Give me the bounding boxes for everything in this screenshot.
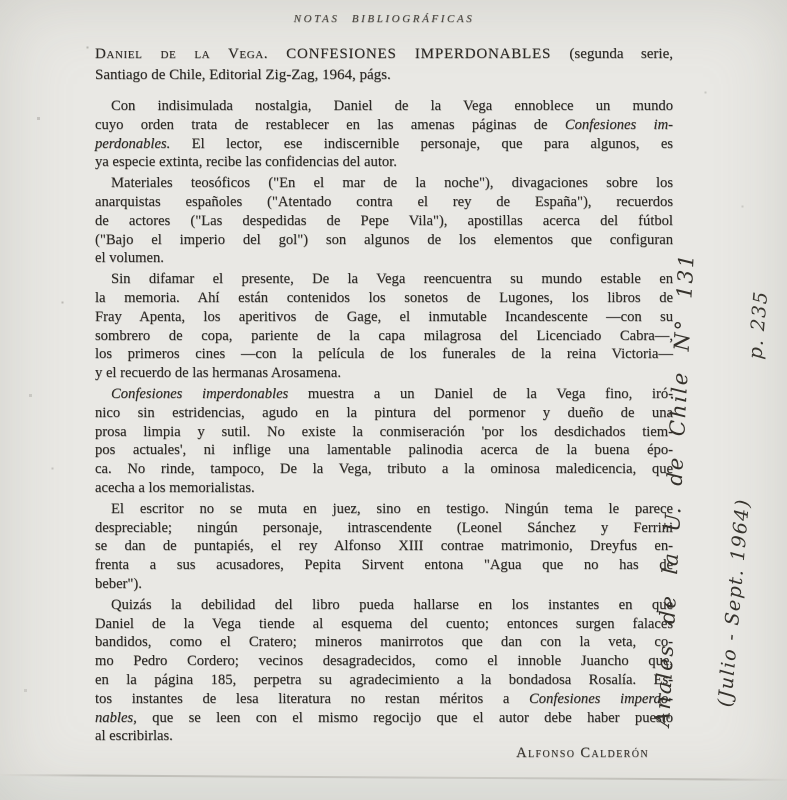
text-segment: ca. No rinde, tampoco, De la Vega, tributo a la ominosa maledicencia, que <box>95 461 673 478</box>
reference-line-1 <box>95 44 673 65</box>
text-segment: el volumen. <box>95 250 164 267</box>
text-line <box>95 537 673 556</box>
text-segment: cuyo orden trata de restablecer en las amenas páginas de <box>95 116 565 133</box>
text-line <box>95 308 673 327</box>
text-segment: se dan de puntapiés, el rey Alfonso XIII contrae matrimonio, Dreyfus en- <box>95 538 673 555</box>
handwritten-margin-note-source: Anales de la U. de Chile N° 131 <box>650 251 699 728</box>
text-line <box>95 479 673 498</box>
paragraph <box>95 596 673 746</box>
text-segment: y el recuerdo de las hermanas Arosamena. <box>95 365 341 382</box>
paragraph <box>95 97 673 172</box>
paragraph <box>95 385 673 498</box>
text-segment: despreciable; ningún personaje, intrascendente (Leonel Sánchez y Ferrini <box>95 519 673 536</box>
text-line <box>95 423 673 442</box>
text-segment: la memoria. Ahí están contenidos los sonetos de Lugones, los libros de <box>95 289 673 306</box>
italic-text-segment: Confesiones im- <box>564 116 673 133</box>
text-segment: de actores ("Las despedidas de Pepe Vila"), apostillas acerca del fútbol <box>95 212 673 229</box>
handwritten-page-number: p. 235 <box>744 289 773 361</box>
text-segment: Daniel de la Vega tiende al esquema del cuento; entonces surgen falaces <box>95 615 673 632</box>
text-segment: Sin difamar el presente, De la Vega reencuentra su mundo estable en <box>111 271 673 288</box>
text-line <box>95 193 673 212</box>
text-line <box>95 460 673 479</box>
text-segment: ("Bajo el imperio del gol") son algunos de los elementos que configuran <box>95 231 673 248</box>
text-line <box>95 404 673 423</box>
text-line <box>95 327 673 346</box>
bibliographic-reference <box>95 44 673 86</box>
text-line <box>95 364 673 383</box>
reference-line-2: Santiago de Chile, Editorial Zig-Zag, 1964, págs. <box>95 67 391 83</box>
paragraph <box>95 500 673 594</box>
text-line <box>95 575 673 594</box>
text-line <box>95 500 673 519</box>
handwritten-margin-note-date-page <box>714 290 772 708</box>
text-segment: pos actuales', ni inflige una lamentable palinodia acerca de la buena épo- <box>95 442 673 459</box>
text-segment: bandidos, como el Cratero; mineros manirrotos que dan con la veta, co- <box>95 634 673 651</box>
text-line <box>95 709 673 728</box>
text-line <box>95 441 673 460</box>
italic-text-segment: Confesiones imperdonables <box>111 385 289 402</box>
text-line <box>95 135 673 154</box>
text-segment: frenta a sus acusadores, Pepita Sirvent entona "Agua que no has de <box>95 557 673 574</box>
text-segment: Fray Apenta, los aperitivos de Gage, el inmutable Incandescente —con su <box>95 308 673 325</box>
text-segment: que se leen con el mismo regocijo que el autor debe haber puesto <box>136 709 673 726</box>
text-segment: muestra a un Daniel de la Vega fino, iró- <box>288 385 673 402</box>
text-segment: los primeros cines —con la película de los funerales de la reina Victoria— <box>95 346 673 363</box>
italic-text-segment: perdonables. <box>95 135 171 152</box>
text-segment: Con indisimulada nostalgia, Daniel de la Vega ennoblece un mundo <box>111 98 673 114</box>
text-line <box>95 116 673 135</box>
text-line <box>95 556 673 575</box>
text-line <box>95 633 673 652</box>
text-line <box>95 231 673 250</box>
text-segment: El escritor no se muta en juez, sino en testigo. Ningún tema le parece <box>111 500 673 517</box>
author-signature: Alfonso Calderón <box>516 745 649 761</box>
text-segment: prosa limpia y sutil. No existe la conmiseración 'por los desdichados tiem- <box>95 423 673 440</box>
text-line <box>95 249 673 268</box>
text-line <box>95 596 673 615</box>
running-head: NOTAS BIBLIOGRÁFICAS <box>293 13 475 25</box>
text-segment: al escribirlas. <box>95 728 173 745</box>
text-segment: beber"). <box>95 575 142 592</box>
text-segment: Materiales teosóficos ("En el mar de la noche"), divagaciones sobre los <box>111 175 673 192</box>
reference-series: (segunda serie, <box>569 46 673 62</box>
text-line <box>95 289 673 308</box>
text-line <box>95 519 673 538</box>
text-segment: nico sin estridencias, agudo en la pintura del pormenor y dueño de una <box>95 404 673 421</box>
handwritten-date: (Julio - Sept. 1964) <box>714 497 755 708</box>
paragraph <box>95 270 673 383</box>
text-line <box>95 727 673 746</box>
text-segment: anarquistas españoles ("Atentado contra el rey de España"), recuerdos <box>95 193 673 210</box>
text-segment: mo Pedro Cordero; vecinos desagradecidos, como el innoble Juancho que, <box>95 653 673 670</box>
text-line <box>95 385 673 404</box>
text-line <box>95 153 673 172</box>
reference-title: CONFESIONES IMPERDONABLES <box>286 46 570 62</box>
text-segment: Quizás la debilidad del libro pueda hallarse en los instantes en que <box>111 596 673 613</box>
paragraph <box>95 174 673 268</box>
text-segment: acecha a los memorialistas. <box>95 479 255 496</box>
text-line <box>95 690 673 709</box>
text-line <box>95 270 673 289</box>
text-segment: tos instantes de lesa literatura no restan méritos a <box>95 690 530 707</box>
reference-author: Daniel de la Vega. <box>95 46 287 62</box>
text-segment: ya especie extinta, recibe las confidencias del autor. <box>95 154 397 171</box>
text-line <box>95 345 673 364</box>
text-segment: en la página 185, perpetra su agradecimiento a la bondadosa Rosalía. Es- <box>95 671 673 688</box>
article-body <box>95 97 673 748</box>
text-line <box>95 212 673 231</box>
text-line <box>95 174 673 193</box>
text-line <box>95 671 673 690</box>
text-line <box>95 652 673 671</box>
text-segment: El lector, ese indiscernible personaje, que para algunos, es <box>170 135 673 152</box>
text-segment: sombrero de copa, pariente de la capa milagrosa del Licenciado Cabra—, <box>95 327 673 344</box>
text-line <box>95 97 673 116</box>
italic-text-segment: Confesiones imperdo- <box>529 690 673 707</box>
italic-text-segment: nables, <box>95 709 137 726</box>
scan-noise-specks <box>0 0 1 1</box>
text-line <box>95 615 673 634</box>
